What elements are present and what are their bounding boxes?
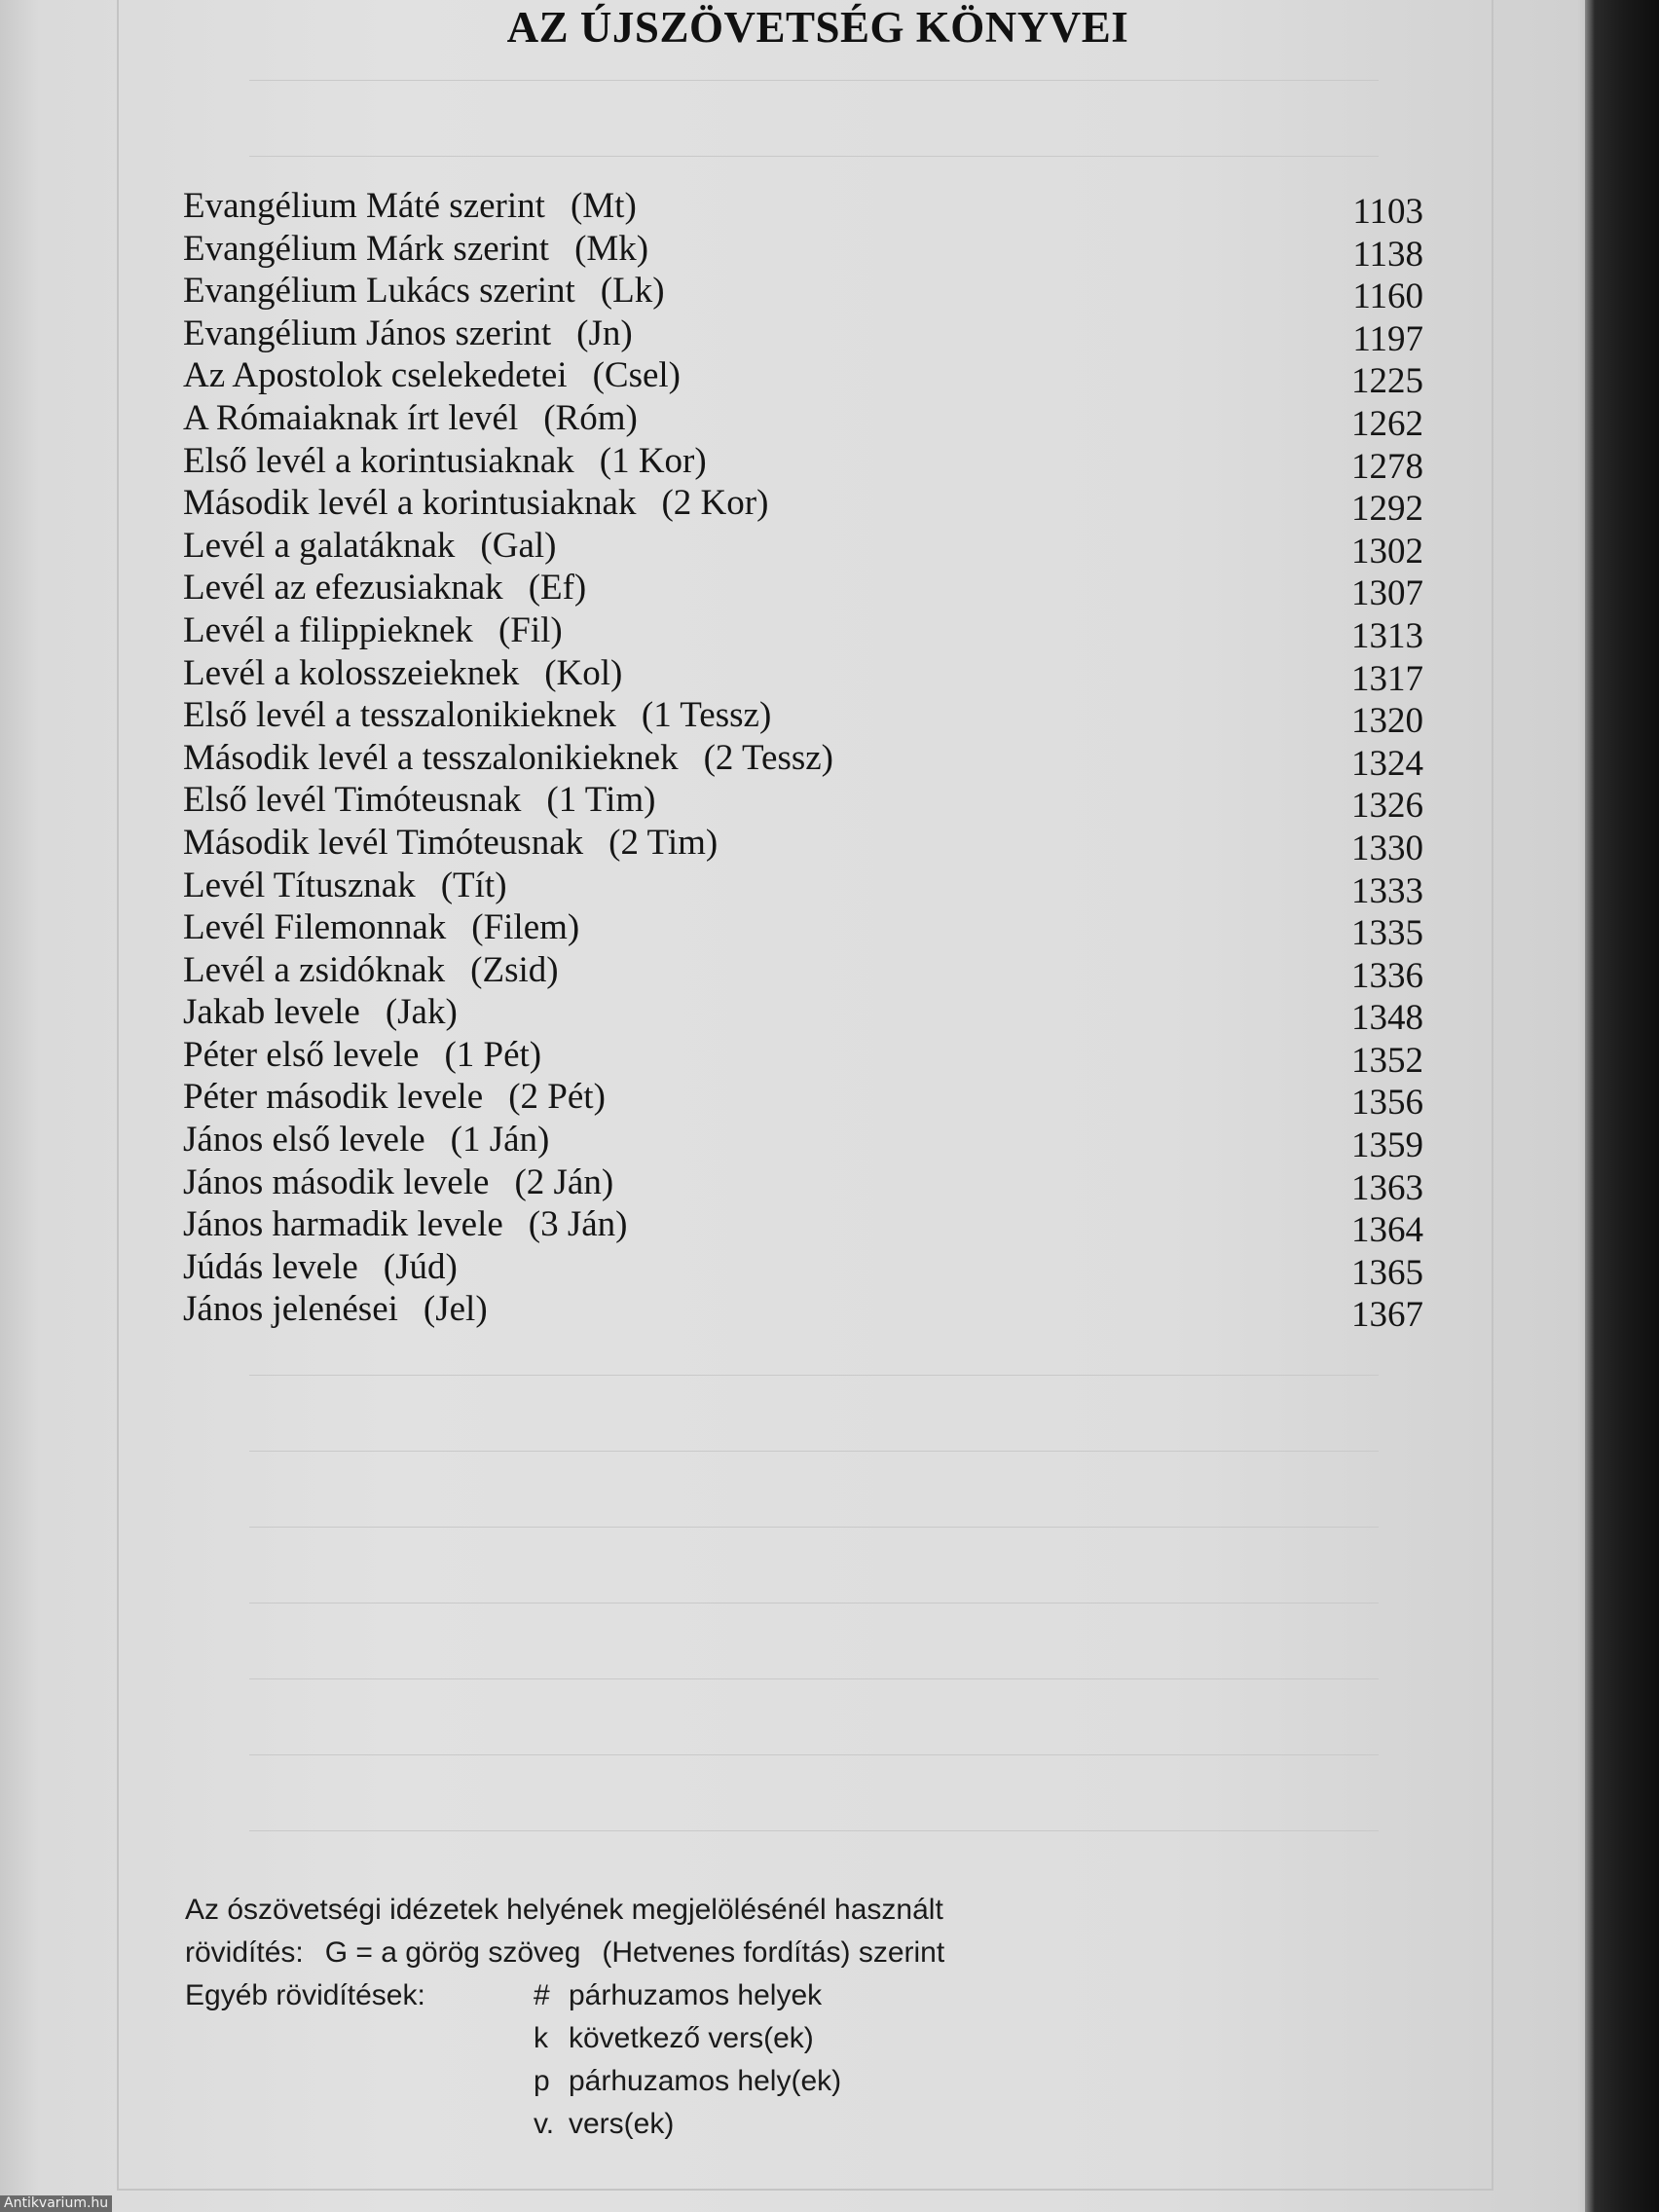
- page-number: 1160: [1352, 276, 1423, 317]
- book-abbreviation: (Filem): [471, 907, 580, 948]
- toc-entry: [183, 865, 1429, 911]
- book-abbreviation: (Csel): [592, 355, 681, 396]
- book-name: Levél a filippieknek: [183, 609, 473, 650]
- toc-entry: [183, 1246, 1429, 1293]
- page-number: 1326: [1351, 786, 1423, 827]
- page-number: 1320: [1351, 701, 1423, 742]
- page-number: 1333: [1351, 870, 1423, 911]
- book-abbreviation: (1 Tim): [546, 780, 656, 821]
- book-abbreviation: (2 Tessz): [703, 737, 833, 778]
- notes-line-2: [185, 1932, 944, 1974]
- toc-entry: [183, 567, 1429, 614]
- abbreviation-symbol: k: [534, 2022, 548, 2054]
- book-name: Júdás levele: [183, 1246, 358, 1287]
- page-number: 1365: [1351, 1252, 1423, 1293]
- page-number: 1317: [1351, 658, 1423, 699]
- book-abbreviation: (Mt): [570, 186, 637, 226]
- book-abbreviation: (2 Tim): [608, 822, 719, 863]
- page-number: 1292: [1351, 489, 1423, 530]
- page-frame-bottom: [117, 2189, 1493, 2191]
- notes-line-3: Egyéb rövidítések:: [185, 1979, 425, 2011]
- toc-entry: [183, 822, 1429, 868]
- toc-entry-title: [183, 1034, 541, 1077]
- ruled-line: [249, 1678, 1379, 1679]
- toc-entry-title: [183, 1246, 458, 1289]
- toc-entry-title: [183, 440, 707, 483]
- page-number: 1364: [1351, 1210, 1423, 1251]
- book-abbreviation: (Jel): [423, 1289, 488, 1330]
- abbreviation-meaning: vers(ek): [569, 2108, 675, 2140]
- toc-entry-title: [183, 567, 586, 609]
- book-name: Péter első levele: [183, 1034, 420, 1075]
- toc-entry: [183, 440, 1429, 487]
- page-number: 1336: [1351, 955, 1423, 996]
- book-name: Második levél a tesszalonikieknek: [183, 737, 679, 778]
- toc-entry-title: [183, 694, 771, 737]
- ruled-line: [249, 156, 1379, 157]
- toc-entry-title: [183, 1161, 613, 1204]
- book-abbreviation: (Jak): [385, 992, 458, 1033]
- notes-line-2-definition: G = a görög szöveg: [324, 1936, 581, 1969]
- toc-entry: [183, 228, 1429, 275]
- book-name: Evangélium Lukács szerint: [183, 271, 575, 312]
- book-name: Péter második levele: [183, 1077, 484, 1118]
- page-number: 1262: [1351, 403, 1423, 444]
- toc-entry-title: [183, 270, 665, 313]
- book-abbreviation: (Zsid): [470, 949, 559, 990]
- book-abbreviation: (2 Kor): [661, 483, 769, 524]
- toc-entry: [183, 354, 1429, 402]
- toc-entry-title: [183, 779, 656, 822]
- toc-entry: [183, 525, 1429, 571]
- toc-entry: [183, 270, 1429, 317]
- book-abbreviation: (Gal): [480, 525, 557, 566]
- book-name: Levél a zsidóknak: [183, 949, 446, 990]
- toc-entry-title: [183, 906, 579, 949]
- book-cover-edge: [1585, 0, 1659, 2212]
- book-name: Első levél a tesszalonikieknek: [183, 695, 616, 736]
- page-frame-left: [117, 0, 119, 2191]
- toc-entry-title: [183, 865, 507, 907]
- book-name: Evangélium Márk szerint: [183, 228, 550, 269]
- toc-entry-title: [183, 1076, 606, 1119]
- toc-entry-title: [183, 991, 458, 1034]
- abbreviation-item: [534, 2017, 841, 2060]
- book-name: Második levél Timóteusnak: [183, 822, 584, 863]
- abbreviation-list: [534, 1974, 841, 2146]
- book-abbreviation: (Mk): [574, 228, 649, 269]
- toc-entry: [183, 397, 1429, 444]
- book-name: Első levél a korintusiaknak: [183, 440, 574, 481]
- book-name: A Rómaiaknak írt levél: [183, 397, 519, 438]
- page-number: 1363: [1351, 1167, 1423, 1208]
- book-name: Evangélium Máté szerint: [183, 186, 545, 226]
- page-number: 1225: [1351, 361, 1423, 402]
- page-number: 1324: [1351, 743, 1423, 784]
- toc-entry-title: [183, 1288, 488, 1331]
- abbreviation-symbol: #: [534, 1979, 550, 2011]
- book-abbreviation: (3 Ján): [528, 1204, 628, 1245]
- toc-entry-title: [183, 482, 768, 525]
- abbreviation-symbol: p: [534, 2065, 550, 2097]
- toc-entry-title: [183, 1119, 549, 1161]
- book-abbreviation: (Kol): [544, 652, 623, 693]
- book-abbreviation: (Lk): [600, 271, 665, 312]
- page-number: 1302: [1351, 531, 1423, 571]
- toc-entry-title: [183, 652, 622, 695]
- toc-entry-title: [183, 949, 559, 992]
- book-abbreviation: (Róm): [543, 397, 638, 438]
- book-name: Levél Filemonnak: [183, 907, 447, 948]
- toc-entry: [183, 185, 1429, 232]
- book-abbreviation: (2 Pét): [508, 1077, 606, 1118]
- toc-entry: [183, 1161, 1429, 1208]
- toc-entry: [183, 991, 1429, 1039]
- abbreviation-symbol: v.: [534, 2108, 555, 2140]
- page-number: 1356: [1351, 1083, 1423, 1124]
- page-number: 1367: [1351, 1295, 1423, 1336]
- page-number: 1197: [1352, 318, 1423, 359]
- book-abbreviation: (Fil): [498, 609, 563, 650]
- toc-entry: [183, 1203, 1429, 1251]
- page-number: 1313: [1351, 615, 1423, 656]
- abbreviation-meaning: párhuzamos helyek: [569, 1979, 823, 2011]
- toc-entry: [183, 1119, 1429, 1166]
- page-number: 1335: [1351, 913, 1423, 954]
- page-number: 1138: [1352, 234, 1423, 275]
- toc-entry-title: [183, 822, 718, 865]
- toc-entry: [183, 1034, 1429, 1081]
- toc-entry: [183, 482, 1429, 530]
- toc-entry: [183, 652, 1429, 699]
- book-name: Levél Títusznak: [183, 865, 416, 905]
- book-name: Levél a galatáknak: [183, 525, 456, 566]
- book-name: Jakab levele: [183, 992, 360, 1033]
- abbreviation-item: [534, 1974, 841, 2017]
- book-abbreviation: (1 Tessz): [641, 695, 772, 736]
- toc-entry-title: [183, 737, 833, 780]
- page-number: 1278: [1351, 446, 1423, 487]
- toc-entry: [183, 609, 1429, 656]
- toc-entry-title: [183, 397, 638, 440]
- page-frame-right: [1492, 0, 1493, 2191]
- toc-entry-title: [183, 228, 648, 271]
- book-name: Evangélium János szerint: [183, 313, 552, 353]
- notes-line-2-source: (Hetvenes fordítás) szerint: [602, 1936, 945, 1969]
- notes-line-2-label: rövidítés:: [185, 1936, 304, 1969]
- toc-entry: [183, 694, 1429, 742]
- toc-entry-title: [183, 525, 556, 568]
- ruled-line: [249, 80, 1379, 81]
- toc-entry: [183, 906, 1429, 954]
- page-number: 1330: [1351, 828, 1423, 868]
- toc-entry: [183, 779, 1429, 827]
- book-name: János jelenései: [183, 1289, 398, 1330]
- book-abbreviation: (Ef): [528, 568, 587, 608]
- abbreviation-meaning: következő vers(ek): [569, 2022, 814, 2054]
- book-abbreviation: (1 Pét): [444, 1034, 542, 1075]
- toc-entry-title: [183, 313, 633, 355]
- notes-line-1: Az ószövetségi idézetek helyének megjelölésénél használt: [185, 1894, 943, 1926]
- ruled-line: [249, 1451, 1379, 1452]
- book-name: Levél a kolosszeieknek: [183, 652, 520, 693]
- page-number: 1348: [1351, 998, 1423, 1039]
- toc-entry: [183, 949, 1429, 996]
- toc-entry-title: [183, 609, 563, 652]
- book-abbreviation: (1 Ján): [450, 1120, 550, 1161]
- abbreviation-item: [534, 2060, 841, 2103]
- ruled-line: [249, 1375, 1379, 1376]
- ruled-line: [249, 1754, 1379, 1755]
- toc-entry: [183, 313, 1429, 359]
- book-name: János második levele: [183, 1161, 490, 1202]
- toc-entry: [183, 737, 1429, 784]
- watermark: Antikvarium.hu: [0, 2195, 112, 2212]
- toc-entry: [183, 1076, 1429, 1124]
- book-name: Levél az efezusiaknak: [183, 568, 503, 608]
- book-name: Első levél Timóteusnak: [183, 780, 522, 821]
- abbreviation-item: [534, 2103, 841, 2146]
- book-abbreviation: (Júd): [383, 1246, 458, 1287]
- book-name: Az Apostolok cselekedetei: [183, 355, 568, 396]
- ruled-line: [249, 1527, 1379, 1528]
- page-number: 1359: [1351, 1125, 1423, 1166]
- book-abbreviation: (1 Kor): [599, 440, 707, 481]
- table-of-contents: [183, 185, 1429, 1336]
- book-abbreviation: (2 Ján): [514, 1161, 614, 1202]
- ruled-line: [249, 1603, 1379, 1604]
- page-number: 1103: [1352, 192, 1423, 232]
- toc-entry-title: [183, 185, 637, 228]
- toc-entry: [183, 1288, 1429, 1336]
- book-name: János első levele: [183, 1120, 425, 1161]
- page-title: AZ ÚJSZÖVETSÉG KÖNYVEI: [506, 3, 1129, 52]
- book-name: János harmadik levele: [183, 1204, 503, 1245]
- toc-entry-title: [183, 1203, 628, 1246]
- book-abbreviation: (Tít): [440, 865, 507, 905]
- page-number: 1352: [1351, 1040, 1423, 1081]
- book-abbreviation: (Jn): [576, 313, 633, 353]
- ruled-line: [249, 1830, 1379, 1831]
- page-number: 1307: [1351, 573, 1423, 614]
- book-name: Második levél a korintusiaknak: [183, 483, 637, 524]
- abbreviation-meaning: párhuzamos hely(ek): [569, 2065, 842, 2097]
- toc-entry-title: [183, 354, 681, 397]
